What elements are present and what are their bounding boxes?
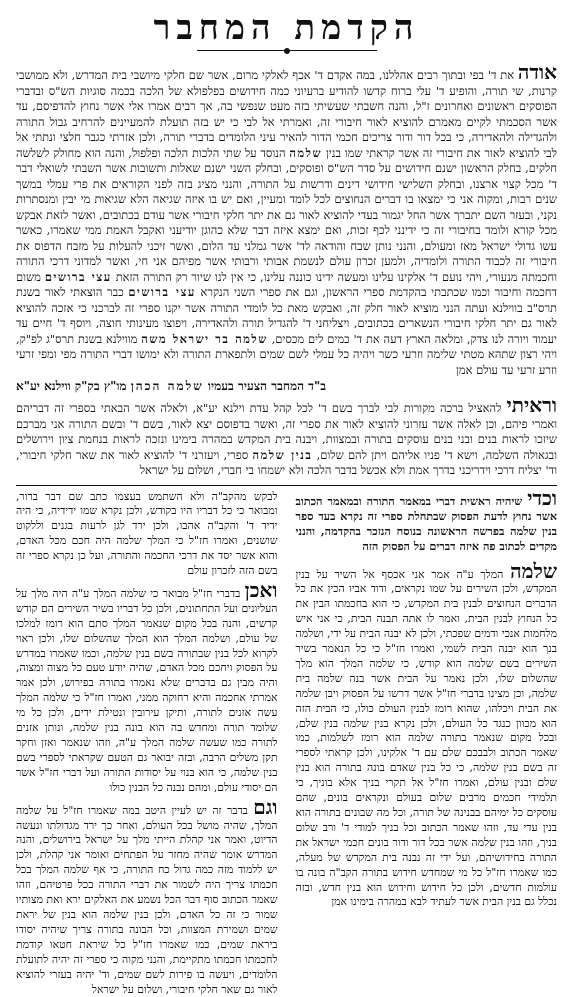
intro-paragraph-5: מווילנא בשנת תרס"ג לפ"ק, ויהי רצון שתהא מטתי שלימה וזרעי כשר ויהיה כל עמלי לשם שמים ולתפארת התורה ולא ימושו דברי התורה מפי ומפי זרעי וזרע זרעי עד עולם אמן [16, 332, 557, 377]
right-column [296, 490, 558, 997]
two-column-section [16, 490, 557, 997]
blessing-block [16, 397, 557, 479]
signature-suffix: מו"ץ בק"ק ווילנא יע"א [16, 379, 127, 393]
left-column-section-3 [16, 798, 278, 997]
blessing-paragraph: להאציל ברכה מקורות לבי לברך בשם ד' לכל קהל עדת וילנא יע"א, ולאלה אשר הבאתי בספרי זה דבריהם ואמרי פיהם, וכן לאלה אשר עזרוני להוציא לאור את ספרי זה, ואשר בדפוסם יצא לאור, בשם ד' ובשם התורה אני מברכם שיזכו לראות בנים ובני בנים עוסקים בתורה ובמצוות, ויבנה בית המקדש במהרה בימינו ונזכה לראות בנחמת ציון וירושלים ובגאולה השלמה, וישא ד' פניו אליהם ויתן להם שלום, [16, 401, 557, 462]
left-column-word-2: וגם [253, 795, 277, 819]
intro-paragraph-4: כבר הוצאתי לאור בשנת תרס"ב בווילנא ועתה הנני מוציא לאור חלק זה, ואבקש מאת כל לומדי התורה אשר יקנו ספרי זה לברכני כי אזכה להוציא לאור גם יתר חלקי חיבורי הנשארים בכתובים, ויצליחני ד' להגדיל תורה ולהאדירה, ויפוצו מעינותי חוצה, ויוסף ד' חיים עד יעמוד ויורה לנו צדק, ומלאה הארץ דעה את ד' כמים לים מכסים, [16, 285, 557, 346]
blessing-book-name: בנין שלמה [252, 448, 312, 462]
intro-paragraph-2: הנוסד על שתי הלכות הלכה ופלפול, והנה הוא מחולק לשלשה חלקים, בחלק הראשון ישנם חידושים על סדר הש"ס ופוסקים, ובחלק השני ישנם שאלות ותשובות אשר השבתי לשואלי דבר ד' מכל קצוי ארצנו, ובחלק השלישי חידושי דינים ודרשות על התורה, והנני מציג בזה לפני הקוראים את פרי עמלי במשך שנים רבות, ומקוה אני כי ימצאו בו דברים הנחוצים לכל לומד ומעיין, ואם יש בו איזה שגיאה הלא שגיאות מי יבין ומנסתרות נקני, ובעזר השם יתברך אשר החל יגמור בעדי להוציא לאור גם את יתר חלקי חיבורי אשר עודם בכתובים, ואשר לזאת אבקש מכל קורא ולומד בחיבורי זה כי ידינני לכף זכות, ואם ימצא איזה דבר שלא כהוגן יודיעני ואקבל האמת ממי שאמרו, כאשר עשו גדולי ישראל מאז ומעולם, והנני נותן שבח והודאה לד' אשר גמלני עד הלום, ואשר זיכני להעלות על מזבח הדפוס את חיבורי זה לכבוד התורה ולומדיה, ולמען זכרון עולם לנשמת אבותי ורבותי אשר מפיהם אני חי, ואשר למדוני דרכי התורה וחכמתה מנעורי, ויהי נועם ד' אלקינו עלינו ומעשה ידינו כוננה עלינו, כי אין לנו שיור רק התורה הזאת [16, 146, 557, 284]
blessing-opening-word: וראיתי [507, 393, 557, 417]
right-column-lemma: שלמה [510, 559, 557, 583]
left-column-section-2 [16, 581, 278, 796]
left-column-text-2: בדברי חז"ל מבואר כי שלמה המלך ע"ה היה מלך על העליונים ועל התחתונים, ולכן כל דבריו בשיר השירים הם קודש קדשים, והנה בכל מקום שנאמר המלך סתם הוא רומז למלכו של עולם, ושלמה המלך הוא המלך שהשלום שלו, ולכן ראוי לקרוא לכל בנין שבתורה בשם בנין שלמה, וכמו שאמרו במדרש על הפסוק ויחכם מכל האדם, שהיה יודע טעם כל מצוה ומצוה, והיה מבין גם בדברים שלא נאמרו בתורה בפירוש, ולכן אמר אמרתי אחכמה והיא רחוקה ממני, ואמרו חז"ל כי שלמה המלך עשה אזנים לתורה, ותיקן עירובין ונטילת ידים, ולכן כל מי שלומד תורה ומחדש בה הוא בונה בנין שלמה, ונותן אזנים לתורה כמו שעשה שלמה המלך ע"ה, וזהו שנאמר ואזן וחקר תקן משלים הרבה, ובזה יבואר גם הטעם שקראתי לספרי בשם בנין שלמה, כי הוא בנוי על יסודות התורה ועל דברי חז"ל אשר הם יסודי עולם, ומהם נבנה כל הבנין כולו [16, 587, 278, 794]
intro-book-name-2: עצי ברושים [128, 285, 196, 299]
title-ornament-rule [197, 50, 377, 56]
intro-name-2: שלמה בר ישראל משה [141, 332, 268, 346]
left-column-text-1: לבקש מהקב"ה ולא השתמש בעצמו כתב שם דבר ברור, ומבואר כי כל דבריו היו בקודש, ולכן נקרא שמו ידידיה, כי היה ידיד ד' והקב"ה אהבו, ולכן ירד לגן לרעות בגנים וללקוט שושנים, ואמרו חז"ל כי המלך שלמה היה חכם מכל האדם, והוא אשר יסד את דרכי החכמה והתורה, ועל כן נקרא ספרי זה בשם הזה לזכרון עולם [16, 490, 278, 578]
intro-book-name: עצי ברושים [45, 270, 112, 284]
right-column-heading [296, 490, 558, 554]
left-column-word-1: ואכן [245, 578, 278, 602]
blessing-paragraph-end: ספרי, ויעזרני ד' להוציא לאור את שאר חלקי חיבורי, וד' יצליח דרכי וידריכני בדרך אמת ולא אכשל בדבר הלכה ולא ישמחו בי חברי, ושלום על ישראל [16, 448, 557, 478]
signature-prefix: ב"ד המחבר הצעיר בעמיו [208, 379, 326, 393]
right-column-head-text: שיהיה ראשית דברי במאמר התורה ובמאמר הכתוב אשר נחוץ לדעת הפסוק שבתחלת ספרי זה נקרא בעד ספר בנין שלמה בפרשה הראשונה בנוסח הנזכר בהקדמה, והנני מקדים לכתוב פה איזה דברים על הפסוק הזה [296, 494, 558, 553]
intro-name-1: שלמה [289, 146, 322, 160]
intro-paragraph-1: את ד' בפי ובתוך רבים אהללנו, במה אקדם ד' אכף לאלקי מרום, אשר שם חלקי מיושבי בית המדרש, ולא ממושבי קרנות, שי תורה, והופיע ד' עלי ברוח קדשו להודיע ברעיוני כמה חידושים בפלפולא של הלכה בכמה סוגיות הש"ס ובדברי הפוסקים ראשונים ואחרונים ז"ל, והנה חשבתי שעשיתי בזה מעט שנפשי בה, אך רבים אמרו אלי אשר נחוץ להדפיסם, עד אשר הסכמתי לקיים מאמרם להוציא לאור חיבורי זה, ואמרתי אל לבי כי יש בזה תועלת להמעיינים להרחיב גבול התורה ולהגדילה ולהאדירה, כי בכל דור ודור צריכים חכמי הדור להאיר עיני הלומדים בדברי תורה, ולכן אזרתי כגבר חלצי ונתתי אל לבי להוציא לאור את חיבורי זה אשר קראתי שמו בנין [16, 68, 557, 160]
right-column-text: המלך ע"ה אמר אני אכסף אל השיר על בנין המקדש, ולכן השירים על שמו נקראים, ודוד אביו הכין את כל הדברים הנחוצים לבנין בית המקדש, כי הוא בחכמתו הבין את כל הנחוץ לבנין הבית, ואמר לו אתה תבנה הבית, כי אני איש מלחמות אנכי ודמים שפכתי, ולכן לא יבנה הבית על ידי, ושלמה בנך הוא יבנה הבית לשמי, ואמרו חז"ל כי כל הנאמר בשיר השירים בשם שלמה הוא קודש, כי שלמה המלך הוא מלך שהשלום שלו, ולכן נאמר על הבית אשר בנה שלמה בית שלמה, וכן מצינו בדברי חז"ל אשר דרשו על הפסוק ויבן שלמה את הבית ויכלהו, שהוא רומז לבנין העולם כולו, כי הבית הזה הוא מכוון כנגד כל העולם, ולכן נקרא בנין שלמה בנין שלם, ובכל מקום שנאמר בתורה שלמה הוא רומז לשלמות, כמו שאמר הכתוב ולבבכם שלם עם ד' אלקינו, ולכן קראתי לספרי זה בשם בנין שלמה, כי כל בנין שאדם בונה בתורה הוא בנין שלם ובנין עולם, ואמרו חז"ל אל תקרי בניך אלא בוניך, כי תלמידי חכמים מרבים שלום בעולם ונקראים בונים, שהם עוסקים כל ימיהם בבנינה של תורה, וכל מה שבונים בתורה הוא בנין עדי עד, וזהו שאמר הכתוב וכל בניך למודי ד' ורב שלום בניך, וזהו בנין שלמה אשר בכל דור ודור בונים חכמי ישראל את התורה בחידושיהם, ועל ידי זה נבנה בית המקדש של מעלה, כמו שאמרו חז"ל כל מי שמחדש חידוש בתורה הקב"ה בונה בו עולמות חדשים, ולכן כל חידוש וחידוש הוא בנין חדש, ובזה נכלל גם בנין הבית אשר לעתיד לבא במהרה בימינו אמן [296, 568, 558, 909]
right-column-body [296, 562, 558, 911]
intro-paragraph-3: משום דחכמה וחיבור וכמו שכתבתי בהקדמת ספרי הראשון, וגם את ספרי השני הנקרא [16, 270, 557, 300]
section-separator [16, 485, 557, 486]
right-column-head-word: וכדי [527, 486, 557, 510]
intro-opening-word: אודה [518, 60, 557, 84]
page-title: הקדמת המחבר [16, 8, 557, 48]
left-column-body [16, 490, 278, 579]
left-column-text-3: בדבר זה יש לעיין היטב במה שאמרו חז"ל על שלמה המלך, שהיה מושל בכל העולם, ואחר כך ירד מגדולתו ונעשה הדיוט, ואמר אני קהלת הייתי מלך על ישראל בירושלים, והנה המדרש אומר שהיה מחזר על הפתחים ואומר אני קהלת, ולכן יש ללמוד מזה כמה גדול כח התורה, כי אף שלמה המלך בכל חכמתו צריך היה לשמור את דברי התורה בכל פרטיהם, וזהו שאמר הכתוב סוף דבר הכל נשמע את האלקים ירא ואת מצותיו שמור כי זה כל האדם, ולכן בנין שלמה הוא בנין של יראת שמים ושמירת המצוות, וכל הבונה בתורה צריך שיהיה יסודו ביראת שמים, כמו שאמרו חז"ל כל שיראת חטאו קודמת לחכמתו חכמתו מתקיימת, והנני מקוה כי ספרי זה יהיה לתועלת הלומדים, ויעשה בו פירות לשם שמים, וד' יהיה בעזרי להוציא לאור גם שאר חלקי חיבורי, ושלום על ישראל [16, 804, 278, 996]
signature-name: שלמה הכהן [131, 379, 204, 393]
intro-block [16, 64, 557, 378]
author-signature [16, 379, 557, 394]
left-column [16, 490, 278, 997]
